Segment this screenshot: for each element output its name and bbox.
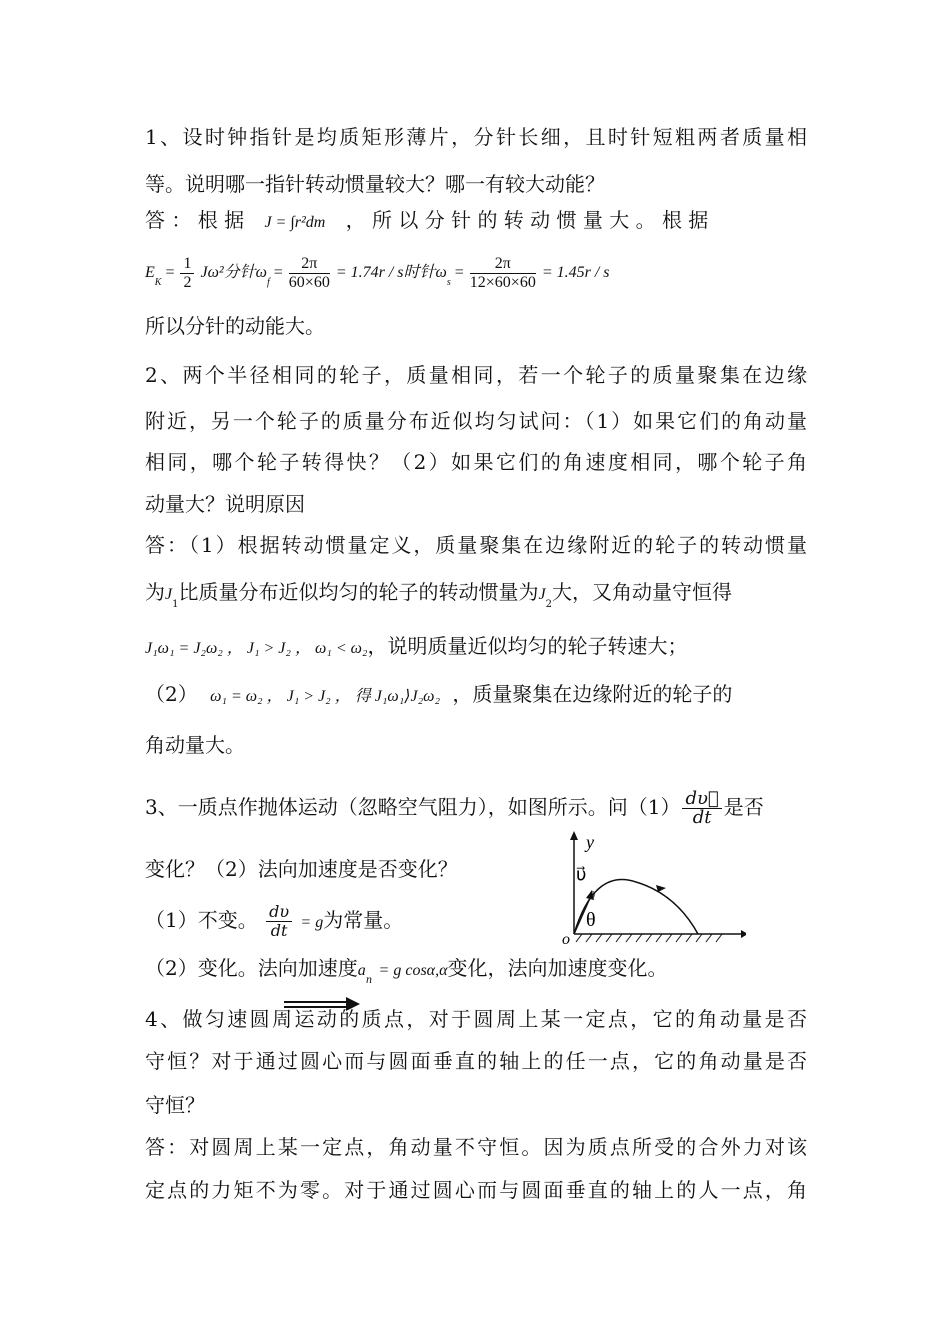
- q1-inertia-formula: J = ∫r²dm: [264, 214, 326, 231]
- q2-part2-math: ω₁ = ω₂ ， J₁ > J₂ ， 得 J₁ω₁⟩J₂ω₂: [210, 688, 441, 705]
- q1-line2: 等。说明哪一指针转动惯量较大？哪一有较大动能？: [145, 172, 605, 196]
- q3-answer1-text: 为常量。: [323, 908, 404, 932]
- answer-dv-numerator: dυ: [266, 903, 292, 922]
- ek-subscript: K: [154, 277, 162, 289]
- q3-answer2-text: 变化，法向加速度变化。: [447, 956, 668, 980]
- an-equation: = g cosα,α: [378, 962, 448, 979]
- projectile-diagram: [556, 828, 746, 958]
- omega-f-subscript: f: [266, 277, 270, 289]
- half-fraction: [180, 255, 194, 292]
- q1-conclusion: 所以分针的动能大。: [145, 314, 325, 338]
- answer-dt-denominator: dt: [270, 921, 288, 940]
- q2-line1: 2、两个半径相同的轮子，质量相同，若一个轮子的质量聚集在边缘: [145, 363, 807, 387]
- q3-answer2-label: （2）变化。法向加速度: [145, 956, 358, 980]
- q2-line4: 动量大？说明原因: [145, 492, 305, 516]
- fig-v-subscript: 0: [590, 890, 595, 901]
- an-symbol: a: [357, 962, 366, 979]
- q2-line2: 附近，另一个轮子的质量分布近似均匀试问：（1）如果它们的角动量: [145, 409, 807, 433]
- q2-part2-label: （2）: [145, 682, 198, 706]
- q2-relations-text: ，说明质量近似均匀的轮子转速大；: [367, 634, 688, 658]
- omega-s-numerator: 2π: [470, 255, 536, 274]
- j2-subscript: 2: [545, 599, 552, 610]
- q1-answer-line: [145, 206, 708, 237]
- q2-answer-prefix: 为: [145, 580, 165, 604]
- q4-answer-line1: 答：对圆周上某一定点，角动量不守恒。因为质点所受的合外力对该: [145, 1135, 807, 1159]
- q3-question-end: 是否: [723, 795, 764, 819]
- omega-f-numerator: 2π: [289, 255, 330, 274]
- ek-symbol: E: [145, 264, 155, 282]
- dt-denominator: dt: [692, 807, 712, 828]
- omega-f-fraction: [289, 255, 330, 292]
- q2-answer-line4: [145, 680, 732, 711]
- omega-f-value: = 1.74r / s时针ω: [335, 264, 447, 282]
- ek-equals: =: [165, 264, 179, 282]
- fig-theta-label: θ: [586, 909, 596, 931]
- q3-answer1-label: （1）不变。: [145, 908, 258, 932]
- omega-s-subscript: s: [446, 277, 451, 289]
- q2-answer-line1: 答：（1）根据转动惯量定义，质量聚集在边缘附近的轮子的转动惯量: [145, 533, 807, 557]
- q1-answer-prefix: 答 ： 根 据: [145, 208, 245, 232]
- omega-s-fraction: [470, 255, 536, 292]
- dv-dt-answer-fraction: [266, 903, 292, 940]
- q3-answer1: [145, 903, 403, 940]
- q2-relations-math: J₁ω₁ = J₂ω₂ ， J₁ > J₂ ， ω₁ < ω₂: [145, 640, 368, 657]
- q2-answer-middle: 比质量分布近似均匀的轮子的转动惯量为: [178, 580, 539, 604]
- q2-line3: 相同，哪个轮子转得快？（2）如果它们的角速度相同，哪个轮子角: [145, 450, 807, 474]
- half-denominator: 2: [183, 274, 192, 291]
- q3-line2: 变化？（2）法向加速度是否变化？: [145, 857, 458, 881]
- q1-answer-suffix: ， 所 以 分 针 的 转 动 惯 量 大 。 根 据: [345, 208, 709, 232]
- equals-g: = g: [300, 914, 324, 931]
- q4-line2: 守恒？对于通过圆心而与圆面垂直的轴上的任一点，它的角动量是否: [145, 1049, 807, 1073]
- q2-part2-text: ，质量聚集在边缘附近的轮子的: [452, 682, 733, 706]
- omega-s-value: = 1.45r / s: [541, 264, 610, 282]
- an-subscript: n: [365, 975, 373, 986]
- q3-answer2: [145, 954, 667, 987]
- dv-numerator: dυ⃗: [682, 790, 721, 809]
- q4-line3: 守恒？: [145, 1093, 205, 1117]
- fig-origin-label: o: [562, 931, 570, 948]
- ground-hatching: [576, 934, 722, 942]
- q3-line1: [145, 790, 764, 827]
- j2-symbol: J: [538, 586, 546, 603]
- j1-symbol: J: [165, 586, 173, 603]
- q4-answer-line2: 定点的力矩不为零。对于通过圆心而与圆面垂直的轴上的人一点，角: [145, 1178, 807, 1202]
- y-axis-arrow: [570, 831, 578, 840]
- omega-s-denominator: 12×60×60: [469, 274, 536, 291]
- q2-answer-line5: 角动量大。: [145, 733, 245, 757]
- half-numerator: 1: [180, 255, 194, 274]
- x-axis-arrow: [741, 930, 746, 938]
- q2-answer-line3: [145, 632, 688, 663]
- ek-rest: Jω²分针ω: [200, 264, 267, 282]
- j1-subscript: 1: [172, 599, 179, 610]
- q1-energy-formula: $E_K$ = $\frac{1}{2}$ Jω²分针$\omega_f$ = $\frac{2\pi}{60\times 60}$ = 1.74r / s时针$\omega_s$ = $\frac{2\pi}{12\times 60\times 60}$ = 1.45r / s: [145, 255, 610, 291]
- q1-line1: 1、设时钟指针是均质矩形薄片，分针长细，且时针短粗两者质量相: [145, 125, 807, 149]
- dv-dt-fraction: [682, 790, 721, 827]
- q3-question-text: 3、一质点作抛体运动（忽略空气阻力），如图所示。问（1）: [145, 795, 681, 819]
- fig-v-label: υ⃗: [576, 864, 587, 884]
- fig-y-label: y: [586, 832, 594, 852]
- omega-f-denominator: 60×60: [288, 274, 330, 291]
- q2-answer-suffix: 大，又角动量守恒得: [551, 580, 732, 604]
- q4-line1: 4、做匀速圆周运动的质点，对于圆周上某一定点，它的角动量是否: [145, 1007, 807, 1031]
- q2-answer-line2: [145, 578, 732, 611]
